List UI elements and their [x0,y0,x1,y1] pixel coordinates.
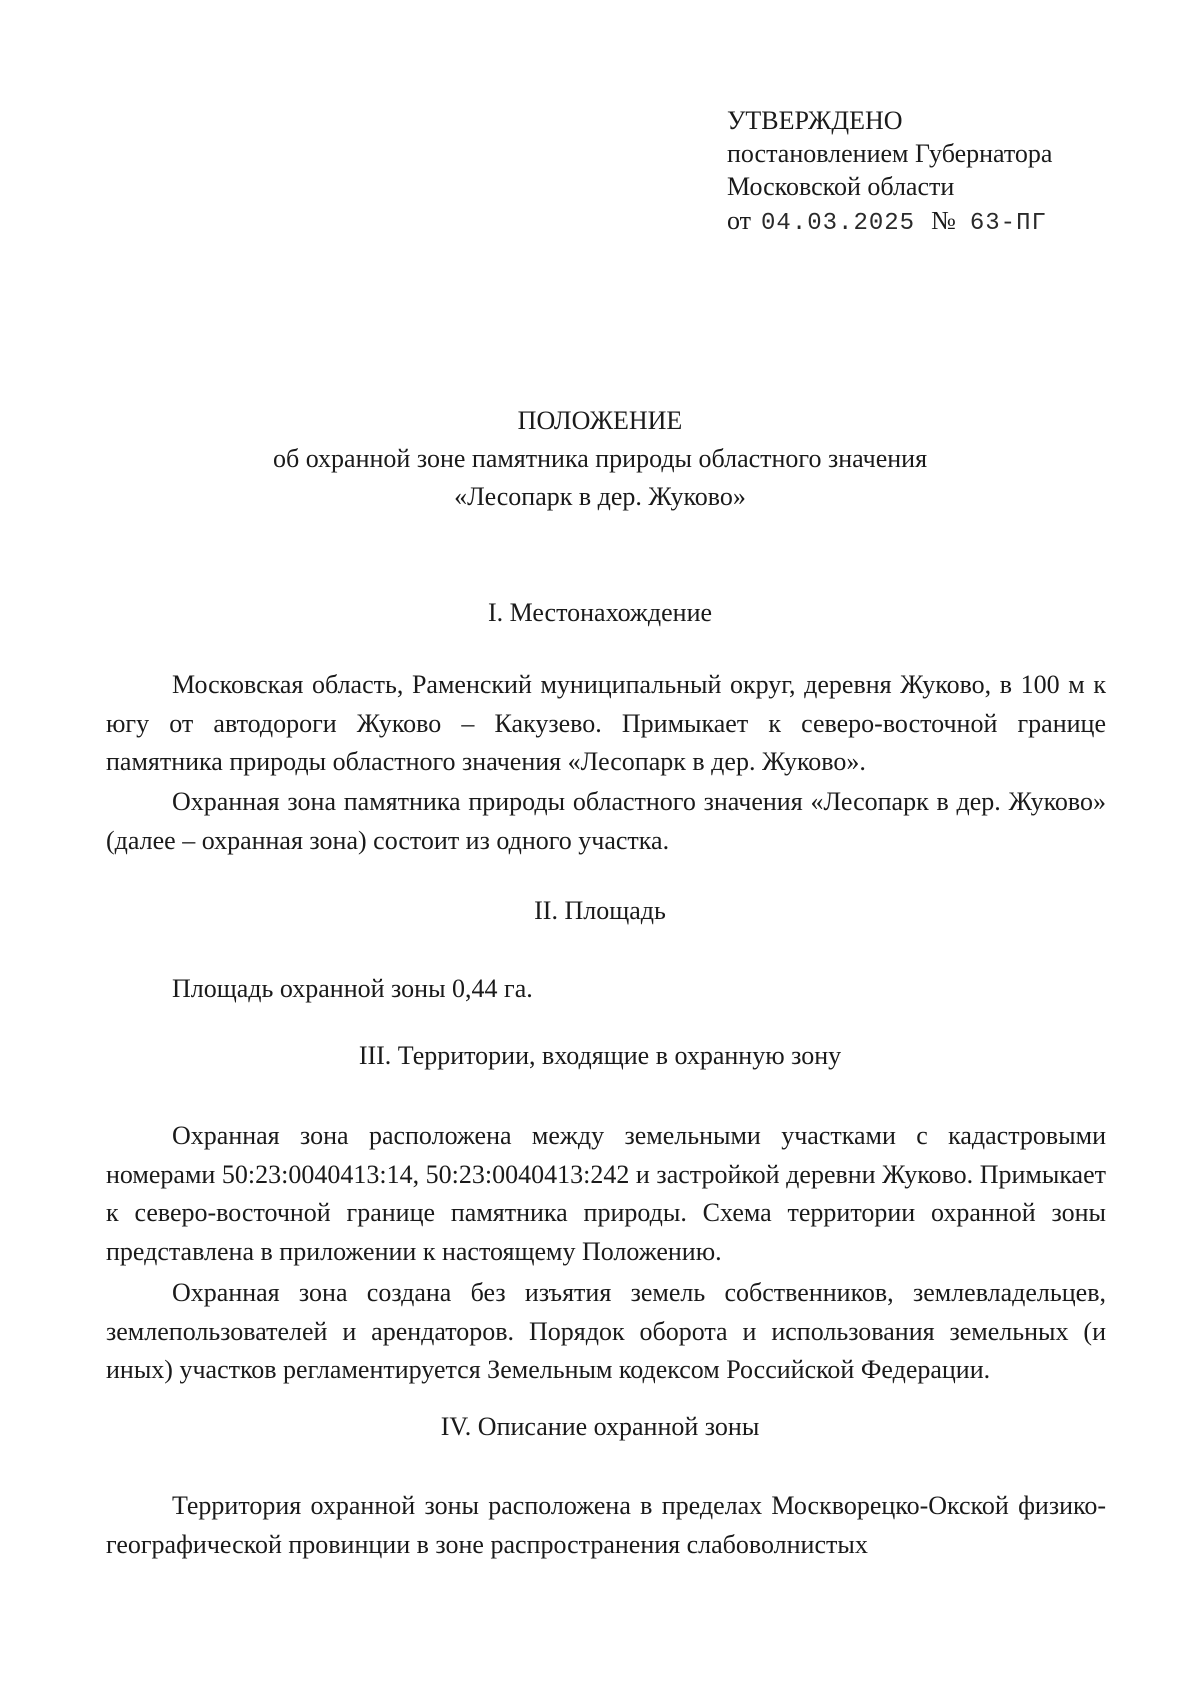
approval-ot-label: от [727,206,752,235]
section-heading-location: I. Местонахождение [487,598,713,627]
approval-heading: УТВЕРЖДЕНО [727,106,903,135]
section-description-paragraph: Территория охранной зоны расположена в пределах Москворецко-Окской физико-географической провинции в зоне распространения слабоволнистых [106,1491,1106,1559]
title-object-name: «Лесопарк в дер. Жуково» [454,482,746,511]
section-heading-description: IV. Описание охранной зоны [440,1412,760,1441]
section-territories-paragraph-2: Охранная зона создана без изъятия земель собственников, землевладельцев, землепользователей и арендаторов. Порядок оборота и использования земельных (и иных) участков регламентируется Земельным кодексом Российской Федерации. [106,1278,1106,1384]
approval-date: 04.03.2025 [761,210,916,237]
document-title [100,402,1100,516]
section-area-paragraph: Площадь охранной зоны 0,44 га. [172,974,533,1003]
section-heading-territories: III. Территории, входящие в охранную зону [358,1041,842,1070]
section-location-paragraph-1: Московская область, Раменский муниципальный округ, деревня Жуково, в 100 м к югу от автодороги Жуково – Какузево. Примыкает к северо-восточной границе памятника природы областного значения «Лесопарк в дер. Жуково». [106,670,1106,776]
title-subtitle: об охранной зоне памятника природы областного значения [272,444,928,473]
section-territories-paragraph-1: Охранная зона расположена между земельными участками с кадастровыми номерами 50:23:0040413:14, 50:23:0040413:242 и застройкой деревни Жуково. Примыкает к северо-восточной границе памятника природы. Схема территории охранной зоны представлена в приложении к настоящему Положению. [106,1121,1106,1266]
title-main: ПОЛОЖЕНИЕ [517,406,683,435]
section-heading-area: II. Площадь [534,896,666,925]
approval-region: Московской области [727,172,955,201]
approval-date-line [727,204,1052,240]
approval-number-sign: № [931,206,956,235]
approval-authority: постановлением Губернатора [727,139,1053,168]
section-location-paragraph-2: Охранная зона памятника природы областного значения «Лесопарк в дер. Жуково» (далее – охранная зона) состоит из одного участка. [106,787,1106,855]
approval-block [727,104,1052,240]
approval-number: 63-ПГ [969,210,1047,237]
